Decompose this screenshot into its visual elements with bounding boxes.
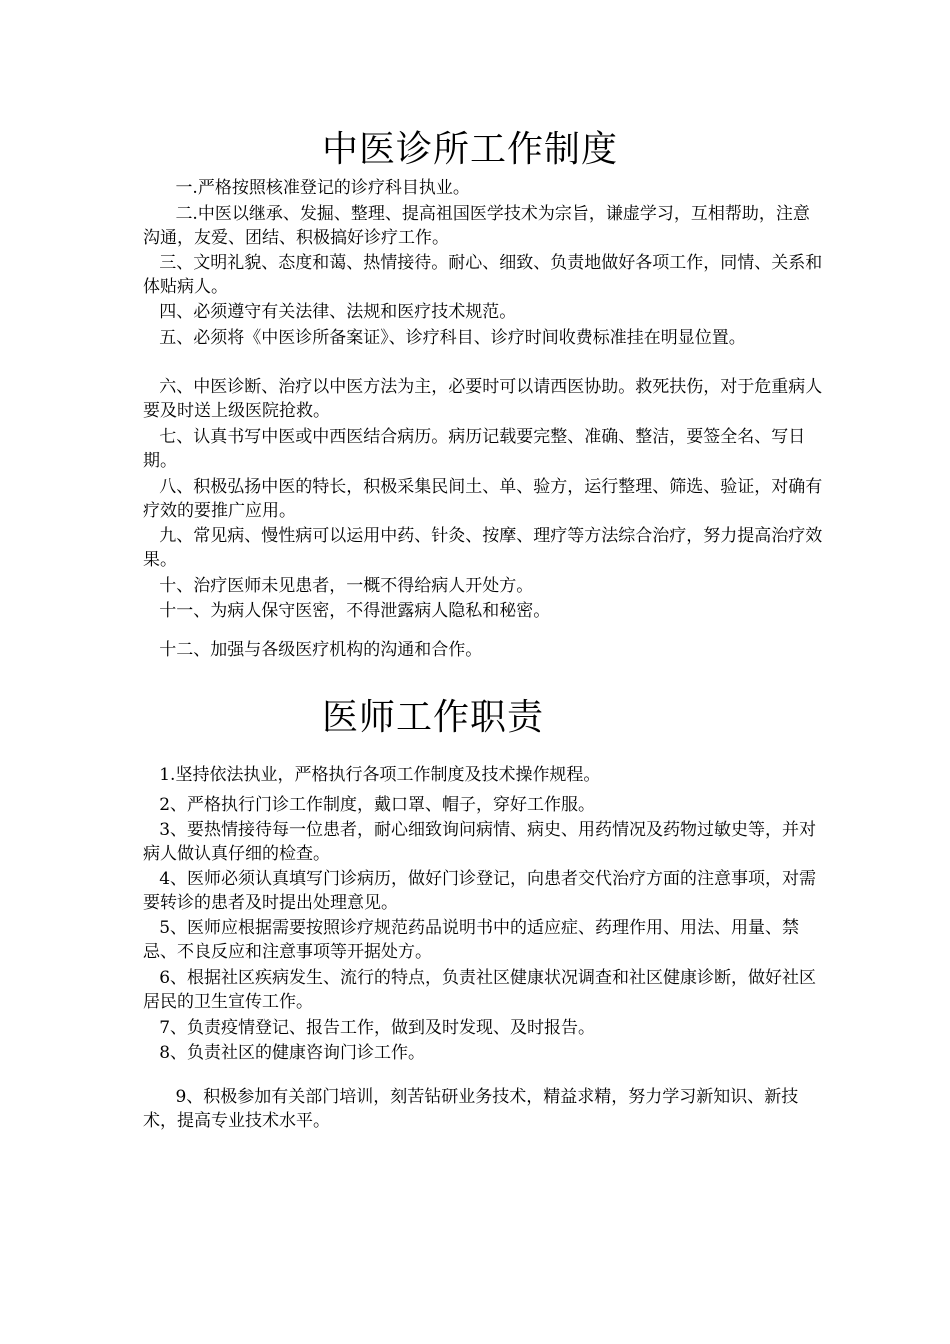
clinic-rule-item: 八、积极弘扬中医的特长，积极采集民间土、单、验方，运行整理、筛选、验证，对确有疗效的要推广应用。 bbox=[143, 477, 823, 521]
clinic-rule-item: 五、必须将《中医诊所备案证》、诊疗科目、诊疗时间收费标准挂在明显位置。 bbox=[143, 328, 746, 348]
physician-duty-item: 6、根据社区疾病发生、流行的特点，负责社区健康状况调查和社区健康诊断，做好社区居民的卫生宣传工作。 bbox=[143, 968, 817, 1012]
clinic-rule-item: 十、治疗医师未见患者，一概不得给病人开处方。 bbox=[143, 576, 534, 596]
physician-duty-item: 4、医师必须认真填写门诊病历，做好门诊登记，向患者交代治疗方面的注意事项，对需要转诊的患者及时提出处理意见。 bbox=[143, 869, 817, 913]
physician-duty-item: 9、积极参加有关部门培训，刻苦钻研业务技术，精益求精，努力学习新知识、新技术，提高专业技术水平。 bbox=[143, 1087, 799, 1131]
clinic-rule-item: 二.中医以继承、发掘、整理、提高祖国医学技术为宗旨，谦虚学习，互相帮助，注意沟通，友爱、团结、积极搞好诊疗工作。 bbox=[143, 204, 810, 248]
physician-duty-item: 2、严格执行门诊工作制度，戴口罩、帽子，穿好工作服。 bbox=[143, 795, 596, 815]
physician-duty-item: 1.坚持依法执业，严格执行各项工作制度及技术操作规程。 bbox=[143, 765, 601, 785]
section-title-clinic-rules: 中医诊所工作制度 bbox=[322, 129, 619, 170]
clinic-rule-item: 十二、加强与各级医疗机构的沟通和合作。 bbox=[143, 640, 483, 660]
clinic-rule-item: 四、必须遵守有关法律、法规和医疗技术规范。 bbox=[143, 302, 517, 322]
physician-duty-item: 3、要热情接待每一位患者，耐心细致询问病情、病史、用药情况及药物过敏史等，并对病人做认真仔细的检查。 bbox=[143, 820, 817, 864]
clinic-rule-item: 十一、为病人保守医密，不得泄露病人隐私和秘密。 bbox=[143, 601, 551, 621]
physician-duty-item: 5、医师应根据需要按照诊疗规范药品说明书中的适应症、药理作用、用法、用量、禁忌、不良反应和注意事项等开据处方。 bbox=[143, 918, 800, 962]
clinic-rule-item: 一.严格按照核准登记的诊疗科目执业。 bbox=[143, 178, 470, 198]
physician-duty-item: 8、负责社区的健康咨询门诊工作。 bbox=[143, 1043, 426, 1063]
clinic-rule-item: 六、中医诊断、治疗以中医方法为主，必要时可以请西医协助。救死扶伤，对于危重病人要及时送上级医院抢救。 bbox=[143, 377, 823, 421]
clinic-rule-item: 九、常见病、慢性病可以运用中药、针灸、按摩、理疗等方法综合治疗，努力提高治疗效果。 bbox=[143, 526, 823, 570]
clinic-rule-item: 三、文明礼貌、态度和蔼、热情接待。耐心、细致、负责地做好各项工作，同情、关系和体贴病人。 bbox=[143, 253, 823, 297]
clinic-rule-item: 七、认真书写中医或中西医结合病历。病历记载要完整、准确、整洁，要签全名、写日期。 bbox=[143, 427, 806, 471]
section-title-physician-duties: 医师工作职责 bbox=[322, 697, 545, 738]
physician-duty-item: 7、负责疫情登记、报告工作，做到及时发现、及时报告。 bbox=[143, 1018, 596, 1038]
